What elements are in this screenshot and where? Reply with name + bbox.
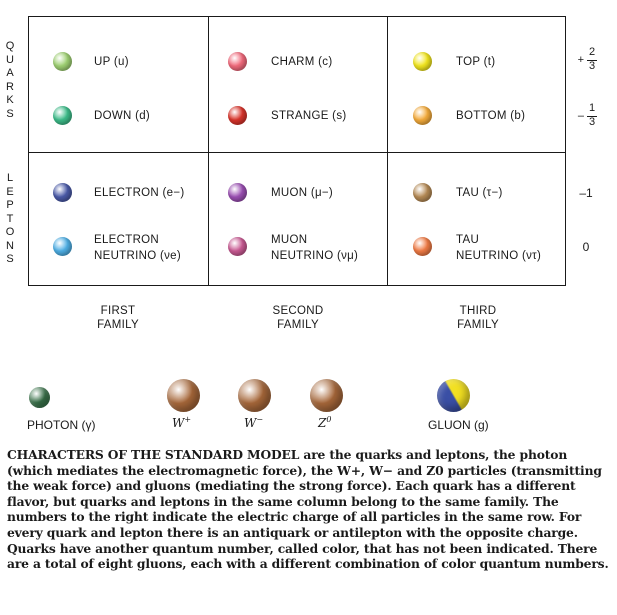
charge-numerator: 2 — [588, 46, 596, 58]
tau-label: TAU (τ−) — [456, 187, 503, 199]
w-minus-label: W− — [244, 415, 264, 430]
w-plus-label: W+ — [172, 415, 192, 430]
quark-lepton-divider — [28, 152, 566, 153]
family-divider-1 — [208, 16, 209, 286]
up-quark-label: UP (u) — [94, 56, 129, 68]
electron-neutrino-label — [94, 232, 181, 264]
tau-neutrino-line2: NEUTRINO (ντ) — [456, 250, 542, 262]
leptons-side-label — [3, 172, 17, 267]
leptons-letter: S — [6, 253, 14, 265]
electron-neutrino-line1: ELECTRON — [94, 234, 160, 246]
muon-neutrino-ball — [228, 237, 247, 256]
up-quark-ball — [53, 52, 72, 71]
tau-ball — [413, 183, 432, 202]
muon-label: MUON (μ−) — [271, 187, 334, 199]
figure-caption: CHARACTERS OF THE STANDARD MODEL are the quarks and leptons, the photon (which mediates the electromagnetic force), the W+, W− and Z0 particles (transmitting the weak force) and gluons (mediating the strong force). Each quark has a different flavor, but quarks and leptons in the same column belong to the same family. The numbers to the right indicate the electric charge of all particles in the same row. For every quark and lepton there is an antiquark or antilepton with the opposite charge. Quarks have another quantum number, called color, that has not been indicated. There are a total of eight gluons, each with a different combination of color quantum numbers. — [7, 447, 609, 572]
quarks-letter: R — [6, 80, 14, 93]
down-quark-label: DOWN (d) — [94, 110, 151, 122]
third-family-line2: FAMILY — [457, 319, 499, 331]
leptons-letter: E — [6, 185, 14, 198]
electron-label: ELECTRON (e−) — [94, 187, 185, 199]
gluon-label: GLUON (g) — [428, 418, 489, 432]
charm-quark-ball — [228, 52, 247, 71]
third-family-label — [418, 304, 538, 332]
family-divider-2 — [387, 16, 388, 286]
z-ball — [310, 379, 343, 412]
strange-quark-ball — [228, 106, 247, 125]
top-quark-ball — [413, 52, 432, 71]
leptons-letter: L — [6, 172, 14, 184]
muon-ball — [228, 183, 247, 202]
muon-neutrino-label — [271, 232, 358, 264]
charge-lepton-row: –1 — [579, 186, 593, 200]
quarks-letter: K — [6, 94, 14, 106]
quarks-side-label — [3, 40, 17, 121]
tau-neutrino-label — [456, 232, 541, 264]
second-family-label — [238, 304, 358, 332]
gluon-ball — [437, 379, 470, 412]
third-family-line1: THIRD — [459, 305, 497, 317]
photon-ball — [29, 387, 50, 408]
quarks-letter: A — [6, 67, 14, 79]
bottom-quark-label: BOTTOM (b) — [456, 110, 526, 122]
charge-denominator: 3 — [588, 60, 596, 72]
first-family-label — [58, 304, 178, 332]
second-family-line2: FAMILY — [277, 319, 319, 331]
charm-quark-label: CHARM (c) — [271, 56, 333, 68]
down-quark-ball — [53, 106, 72, 125]
quarks-letter: S — [6, 107, 14, 120]
electron-neutrino-line2: NEUTRINO (νe) — [94, 250, 181, 262]
tau-neutrino-ball — [413, 237, 432, 256]
charge-sign: – — [577, 110, 584, 122]
photon-label: PHOTON (γ) — [27, 418, 96, 432]
quarks-letter: U — [6, 53, 14, 66]
second-family-line1: SECOND — [272, 305, 324, 317]
first-family-line1: FIRST — [100, 305, 136, 317]
w-plus-ball — [167, 379, 200, 412]
charge-neutrino-row: 0 — [582, 240, 590, 254]
charge-denominator: 3 — [588, 116, 596, 128]
z-label: $Z^0$ — [318, 415, 332, 430]
leptons-letter: N — [6, 239, 14, 252]
electron-ball — [53, 183, 72, 202]
bottom-quark-ball — [413, 106, 432, 125]
charge-sign: + — [577, 54, 584, 66]
electron-neutrino-ball — [53, 237, 72, 256]
leptons-letter: O — [5, 226, 15, 238]
w-minus-ball — [238, 379, 271, 412]
leptons-letter: T — [6, 212, 14, 225]
charge-numerator: 1 — [588, 102, 596, 114]
quarks-letter: Q — [5, 40, 15, 52]
first-family-line2: FAMILY — [97, 319, 139, 331]
strange-quark-label: STRANGE (s) — [271, 110, 347, 122]
leptons-letter: P — [6, 199, 14, 211]
muon-neutrino-line1: MUON — [271, 234, 308, 246]
tau-neutrino-line1: TAU — [456, 234, 480, 246]
top-quark-label: TOP (t) — [456, 56, 496, 68]
muon-neutrino-line2: NEUTRINO (νμ) — [271, 250, 359, 262]
